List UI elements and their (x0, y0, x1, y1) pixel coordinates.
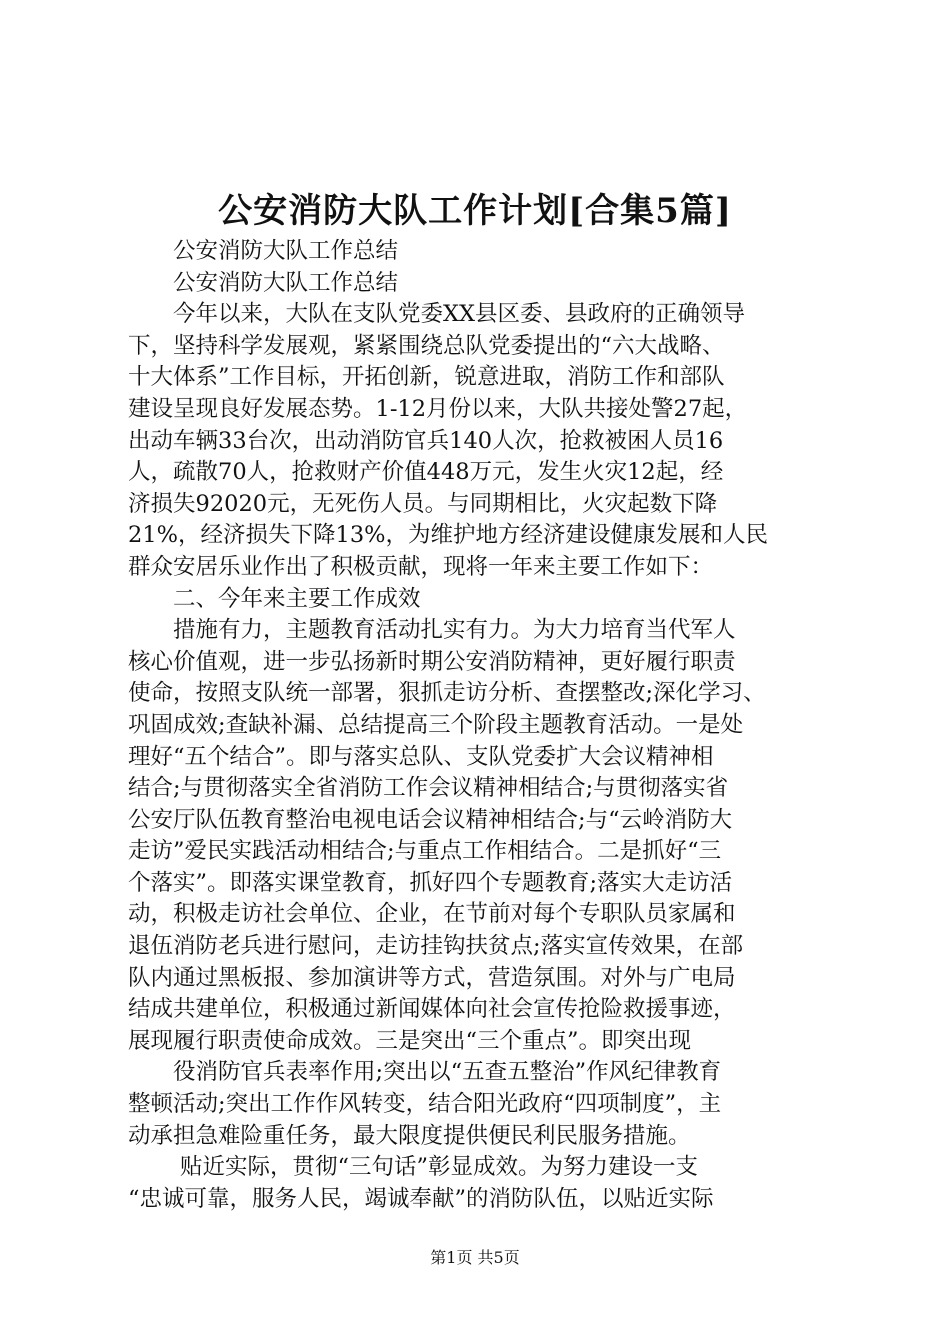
text-line: 公安消防大队工作总结 (173, 238, 399, 264)
text-line: 结合;与贯彻落实全省消防工作会议精神相结合;与贯彻落实省 (128, 775, 729, 802)
section-heading: 二、今年来主要工作成效 (173, 585, 421, 612)
text-line: 建设呈现良好发展态势。1-12月份以来，大队共接处警27起， (128, 395, 748, 422)
page-footer: 第1页 共5页 (430, 1248, 520, 1267)
text-line: 役消防官兵表率作用;突出以“五查五整治”作风纪律教育 (173, 1059, 722, 1086)
text-line: 公安厅队伍教育整治电视电话会议精神相结合;与“云岭消防大 (128, 806, 733, 833)
text-line: 措施有力，主题教育活动扎实有力。为大力培育当代军人 (173, 617, 736, 644)
text-line: 动，积极走访社会单位、企业，在节前对每个专职队员家属和 (128, 901, 736, 928)
text-line: 公安消防大队工作总结 (173, 269, 399, 296)
text-line: 动承担急难险重任务，最大限度提供便民利民服务措施。 (128, 1122, 691, 1149)
text-line: 济损失92020元，无死伤人员。与同期相比，火灾起数下降 (128, 490, 718, 517)
text-line: 核心价值观，进一步弘扬新时期公安消防精神，更好履行职责 (128, 648, 736, 675)
text-line: 队内通过黑板报、参加演讲等方式，营造氛围。对外与广电局 (128, 964, 736, 991)
text-line: 展现履行职责使命成效。三是突出“三个重点”。即突出现 (128, 1027, 692, 1054)
text-line: 退伍消防老兵进行慰问，走访挂钩扶贫点;落实宣传效果，在部 (128, 933, 744, 960)
text-line: 十大体系”工作目标，开拓创新，锐意进取，消防工作和部队 (128, 364, 725, 391)
text-line: 走访”爱民实践活动相结合;与重点工作相结合。二是抓好“三 (128, 838, 722, 865)
text-line: “忠诚可靠，服务人民，竭诚奉献”的消防队伍，以贴近实际 (128, 1185, 714, 1212)
text-line: 今年以来，大队在支队党委XX县区委、县政府的正确领导 (173, 301, 746, 328)
text-line: 理好“五个结合”。即与落实总队、支队党委扩大会议精神相 (128, 743, 714, 770)
document-body (128, 236, 834, 1215)
text-line: 整顿活动;突出工作作风转变，结合阳光政府“四项制度”，主 (128, 1091, 722, 1118)
text-line: 群众安居乐业作出了积极贡献，现将一年来主要工作如下： (128, 553, 714, 580)
text-line: 人，疏散70人，抢救财产价值448万元，发生火灾12起，经 (128, 459, 724, 486)
text-line: 出动车辆33台次，出动消防官兵140人次，抢救被困人员16 (128, 427, 724, 454)
text-line: 21%，经济损失下降13%，为维护地方经济建设健康发展和人民 (128, 522, 769, 549)
document-title: 公安消防大队工作计划[合集5篇] (218, 191, 732, 231)
text-line: 下，坚持科学发展观，紧紧围绕总队党委提出的“六大战略、 (128, 332, 725, 359)
text-line: 贴近实际，贯彻“三句话”彰显成效。为努力建设一支 (180, 1154, 699, 1181)
text-line: 巩固成效;查缺补漏、总结提高三个阶段主题教育活动。一是处 (128, 711, 744, 738)
text-line: 使命，按照支队统一部署，狠抓走访分析、查摆整改;深化学习、 (128, 680, 766, 707)
text-line: 结成共建单位，积极通过新闻媒体向社会宣传抢险救援事迹， (128, 996, 736, 1023)
text-line: 个落实”。即落实课堂教育，抓好四个专题教育;落实大走访活 (128, 869, 733, 896)
